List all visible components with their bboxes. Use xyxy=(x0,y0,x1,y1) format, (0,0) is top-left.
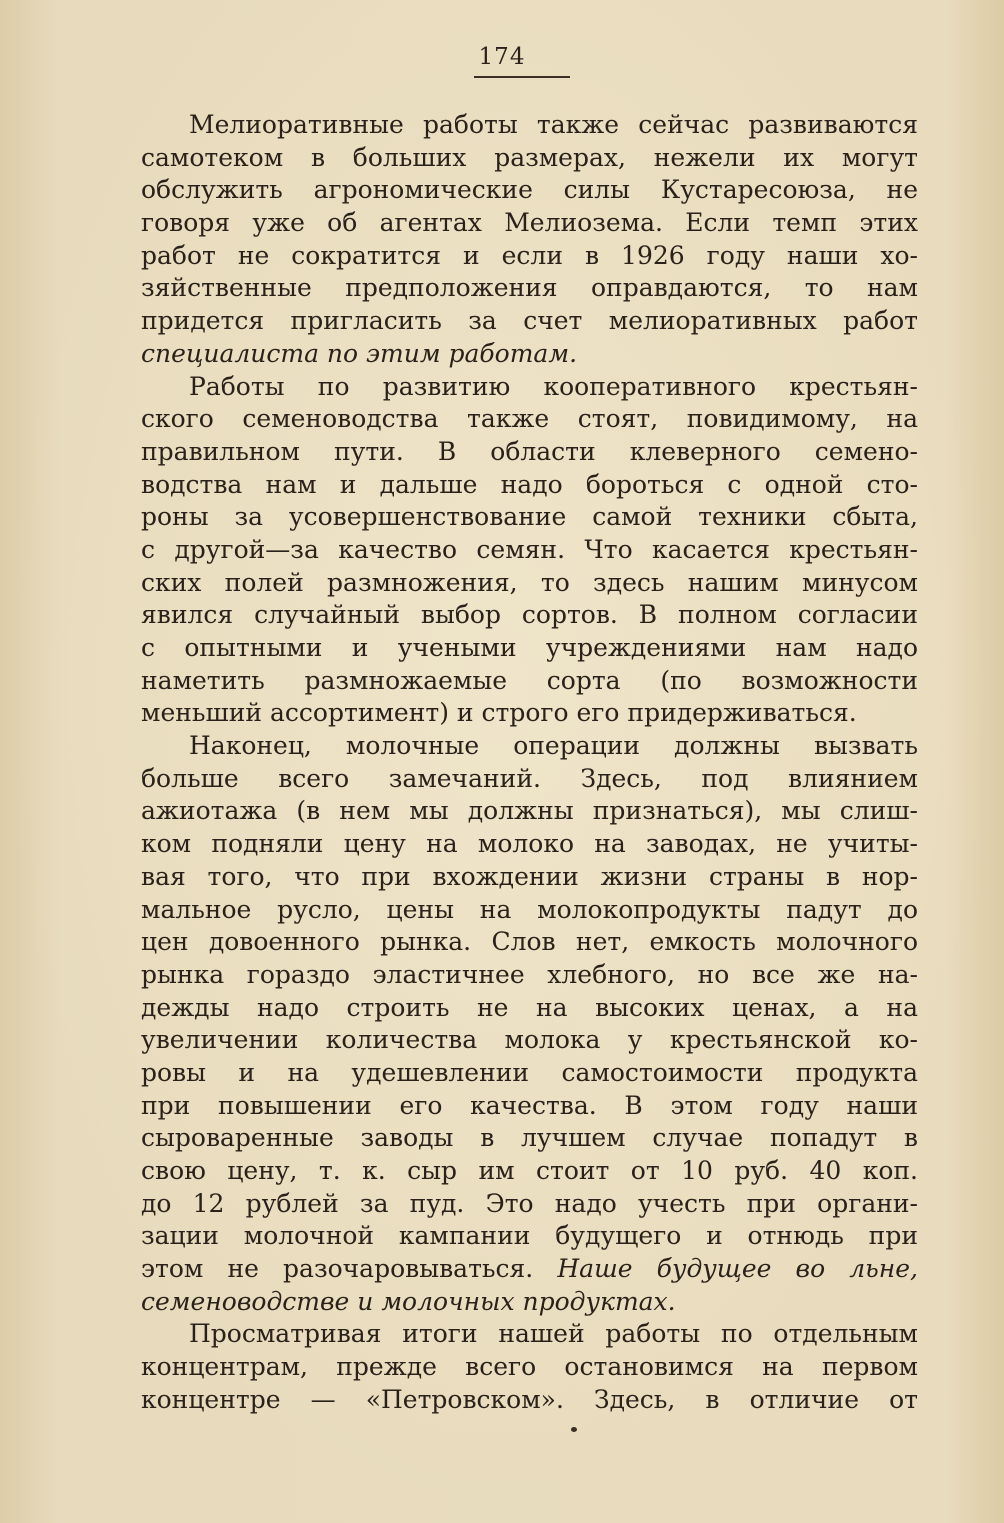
text-line: рынка гораздо эластичнее хлебного, но все же на- xyxy=(141,959,918,989)
paragraph xyxy=(141,371,918,731)
paragraph xyxy=(141,109,918,371)
text-line: ского семеноводства также стоят, повидимому, на xyxy=(141,404,918,434)
text-line: зации молочной кампании будущего и отнюдь при xyxy=(141,1221,918,1251)
text-line: с опытными и учеными учреждениями нам надо xyxy=(141,633,918,662)
text-line: Работы по развитию кооперативного крестьян- xyxy=(189,371,918,401)
text-line: говоря уже об агентах Мелиозема. Если темп этих xyxy=(141,208,918,238)
text-line: с другой—за качество семян. Что касается крестьян- xyxy=(141,534,918,564)
text-line: Наконец, молочные операции должны вызвать xyxy=(189,731,918,761)
text-line: водства нам и дальше надо бороться с одной сто- xyxy=(141,469,918,499)
text-line: работ не сократится и если в 1926 году наши хо- xyxy=(141,240,918,270)
text-line: свою цену, т. к. сыр им стоит от 10 руб. 40 коп. xyxy=(141,1156,918,1185)
text-line: концентрам, прежде всего остановимся на первом xyxy=(141,1352,918,1382)
text-line: наметить размножаемые сорта (по возможности xyxy=(141,665,918,695)
print-speck xyxy=(571,1427,577,1432)
text-line: семеноводстве и молочных продуктах. xyxy=(141,1286,676,1316)
text-line: Мелиоративные работы также сейчас развиваются xyxy=(189,110,918,139)
paragraph xyxy=(141,730,918,1318)
text-line: ажиотажа (в нем мы должны признаться), мы слиш- xyxy=(141,796,918,826)
text-line: цен довоенного рынка. Слов нет, емкость молочного xyxy=(141,927,918,957)
text-line: концентре — «Петровском». Здесь, в отличие от xyxy=(141,1384,918,1414)
paragraph xyxy=(141,1318,918,1416)
text-line: меньший ассортимент) и строго его придерживаться. xyxy=(141,698,857,728)
text-line: при повышении его качества. В этом году наши xyxy=(141,1090,918,1120)
text-line: правильном пути. В области клеверного семено- xyxy=(141,436,918,466)
text-line: придется пригласить за счет мелиоративных работ xyxy=(141,306,918,336)
text-body xyxy=(141,109,918,1417)
text-line: Просматривая итоги нашей работы по отдельным xyxy=(189,1319,918,1349)
text-line: ских полей размножения, то здесь нашим минусом xyxy=(141,567,918,597)
text-line: ком подняли цену на молоко на заводах, не учиты- xyxy=(141,829,918,859)
text-line: увеличении количества молока у крестьянской ко- xyxy=(141,1025,918,1055)
text-line: роны за усовершенствование самой техники сбыта, xyxy=(141,502,918,532)
text-line: ровы и на удешевлении самостоимости продукта xyxy=(141,1057,918,1087)
italic-emphasis: Наше будущее во льне, xyxy=(557,1254,918,1284)
text-line xyxy=(141,1253,918,1286)
text-line: больше всего замечаний. Здесь, под влиянием xyxy=(141,763,918,793)
text-run: этом не разочаровываться. xyxy=(141,1254,558,1284)
text-line: сыроваренные заводы в лучшем случае попадут в xyxy=(141,1123,918,1153)
text-line: обслужить агрономические силы Кустаресоюза, не xyxy=(141,175,918,205)
page-number-rule xyxy=(474,76,570,78)
text-line: до 12 рублей за пуд. Это надо учесть при органи- xyxy=(141,1188,918,1218)
text-line: мальное русло, цены на молокопродукты падут до xyxy=(141,894,918,924)
page-number: 174 xyxy=(478,44,526,70)
text-line: вая того, что при вхождении жизни страны в нор- xyxy=(141,861,918,891)
text-line: явился случайный выбор сортов. В полном согласии xyxy=(141,600,918,630)
text-line: специалиста по этим работам. xyxy=(141,338,578,368)
text-line: дежды надо строить не на высоких ценах, а на xyxy=(141,992,918,1022)
text-line: самотеком в больших размерах, нежели их могут xyxy=(141,142,918,172)
text-line: зяйственные предположения оправдаются, то нам xyxy=(141,273,918,303)
